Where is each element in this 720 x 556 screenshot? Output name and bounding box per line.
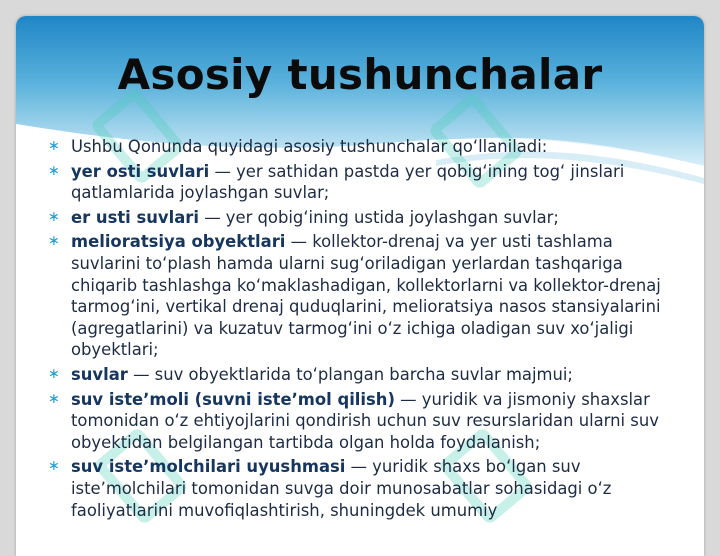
term-label: suv isteʼmoli (suvni isteʼmol qilish) xyxy=(71,389,395,409)
definition-text: — yuridik va jismoniy shaxslar tomonidan oʻz ehtiyojlarini qondirish uchun suv resurslaridan ularni suv obyektidan belgilangan tartibda olgan holda foydalanish; xyxy=(71,389,659,452)
slide-title: Asosiy tushunchalar xyxy=(117,50,603,99)
term-label: suv isteʼmolchilari uyushmasi xyxy=(71,457,346,477)
definition-text: Ushbu Qonunda quyidagi asosiy tushunchalar qoʻllaniladi: xyxy=(71,137,548,156)
bullet-icon: ∗ xyxy=(48,233,60,250)
definition-text: — yer qobigʻining ustida joylashgan suvlar; xyxy=(198,207,559,227)
bullet-icon: ∗ xyxy=(48,365,60,382)
bullet-icon: ∗ xyxy=(48,458,60,475)
term-label: yer osti suvlari xyxy=(71,161,210,181)
list-item xyxy=(48,364,678,386)
bullet-icon: ∗ xyxy=(48,208,60,225)
definition-text: — kollektor-drenaj va yer usti tashlama suvlarini toʻplash hamda ularni sugʻoriladigan yerlardan tashqariga chiqarib tashlashga koʻmaklashadigan, kollektorlarni va kollektor-drenaj tarmogʻini, vertikal drenaj quduqlarini, melioratsiya nasos stansiyalarini (agregatlarini) va kuzatuv tarmogʻini oʻz ichiga oladigan suv xoʻjaligi obyektlari; xyxy=(71,232,661,360)
bullet-icon: ∗ xyxy=(48,162,60,179)
definition-text: — yuridik shaxs boʻlgan suv isteʼmolchilari tomonidan suvga doir munosabatlar sohasidagi oʻz faoliyatlarini muvofiqlashtirish, shuningdek umumiy xyxy=(71,457,612,520)
bullet-icon: ∗ xyxy=(48,390,60,407)
definition-text: — yer sathidan pastda yer qobigʻining togʻ jinslari qatlamlarida joylashgan suvlar; xyxy=(71,161,625,203)
definition-text: — suv obyektlarida toʻplangan barcha suvlar majmui; xyxy=(127,364,573,384)
list-item xyxy=(48,161,678,204)
list-item xyxy=(48,207,678,229)
list-item xyxy=(48,456,678,521)
list-item xyxy=(48,136,678,158)
list-item xyxy=(48,231,678,361)
term-label: er usti suvlari xyxy=(71,207,199,227)
bullet-icon: ∗ xyxy=(48,138,60,154)
term-label: melioratsiya obyektlari xyxy=(71,232,286,252)
definition-list xyxy=(48,136,678,524)
slide xyxy=(16,16,704,556)
list-item xyxy=(48,389,678,454)
term-label: suvlar xyxy=(71,364,128,384)
